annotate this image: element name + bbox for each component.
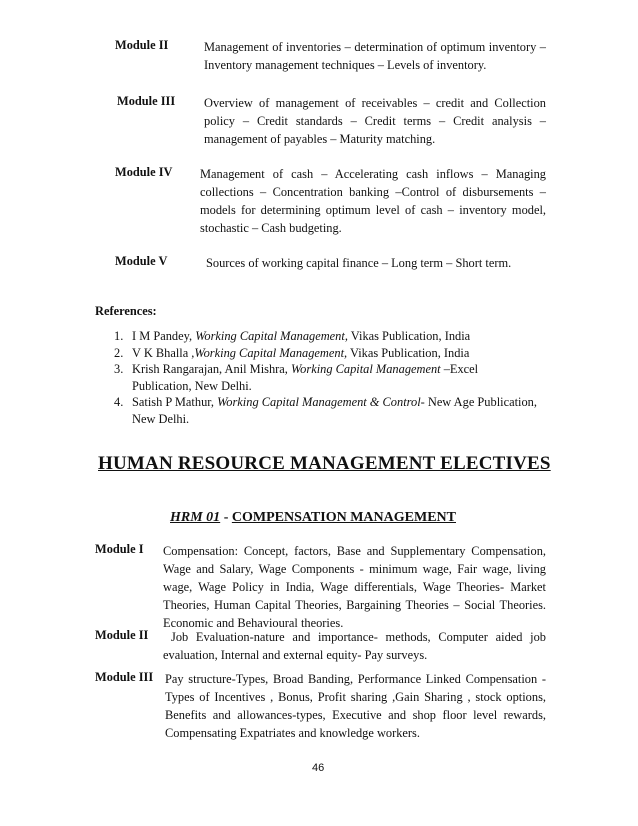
page-number: 46 — [312, 762, 325, 774]
module-label: Module II — [95, 628, 149, 642]
reference-item: 2. V K Bhalla ,Working Capital Management, Vikas Publication, India — [114, 345, 470, 360]
module-description: Sources of working capital finance – Long term – Short term. — [206, 256, 512, 270]
module-description: Management of cash – Accelerating cash inflows – Managing collections – Concentration banking –Control of disbursements – models for determining optimum level of cash – inventory model, stochastic – Cash budgeting. — [200, 167, 546, 235]
course-heading: HRM 01 - COMPENSATION MANAGEMENT — [170, 510, 456, 525]
reference-item: 4. Satish P Mathur, Working Capital Management & Control- New Age Publication, New Delhi. — [114, 395, 537, 426]
references-title: References: — [95, 304, 157, 318]
module-label: Module IV — [115, 165, 173, 179]
reference-item: 3. Krish Rangarajan, Anil Mishra, Working Capital Management –Excel Publication, New Delhi. — [114, 362, 479, 393]
module-label: Module I — [95, 542, 144, 556]
course-title: COMPENSATION MANAGEMENT — [231, 510, 456, 525]
module-description: Pay structure-Types, Broad Banding, Performance Linked Compensation - Types of Incentives , Bonus, Profit sharing ,Gain Sharing , stock options, Benefits and allowances-types, Executive and shop floor level rewards, Compensating Expatriates and knowledge workers. — [165, 672, 546, 740]
references-list — [114, 328, 546, 427]
module-description: Management of inventories – determination of optimum inventory – Inventory management techniques – Levels of inventory. — [204, 40, 546, 72]
module-description: Overview of management of receivables – credit and Collection policy – Credit standards – Credit terms – Credit analysis – management of payables – Maturity matching. — [204, 96, 546, 146]
course-code: HRM 01 — [170, 510, 221, 525]
reference-item: 1. I M Pandey, Working Capital Management, Vikas Publication, India — [114, 329, 471, 343]
module-label: Module V — [115, 254, 168, 268]
module-label: Module II — [115, 38, 169, 52]
module-label: Module III — [117, 94, 176, 108]
module-description: Compensation: Concept, factors, Base and Supplementary Compensation, Wage and Salary, Wage Components - minimum wage, Fair wage, living wage, Wage Policy in India, Wage differentials, Wage Theories- Market Theories, Human Capital Theories, Bargaining Theories – Social Theories. Economic and Behavioural theories. — [163, 544, 546, 630]
section-heading: HUMAN RESOURCE MANAGEMENT ELECTIVES — [98, 453, 551, 474]
module-description: Job Evaluation-nature and importance- methods, Computer aided job evaluation, Internal and external equity- Pay surveys. — [163, 630, 546, 662]
module-label: Module III — [95, 670, 154, 684]
